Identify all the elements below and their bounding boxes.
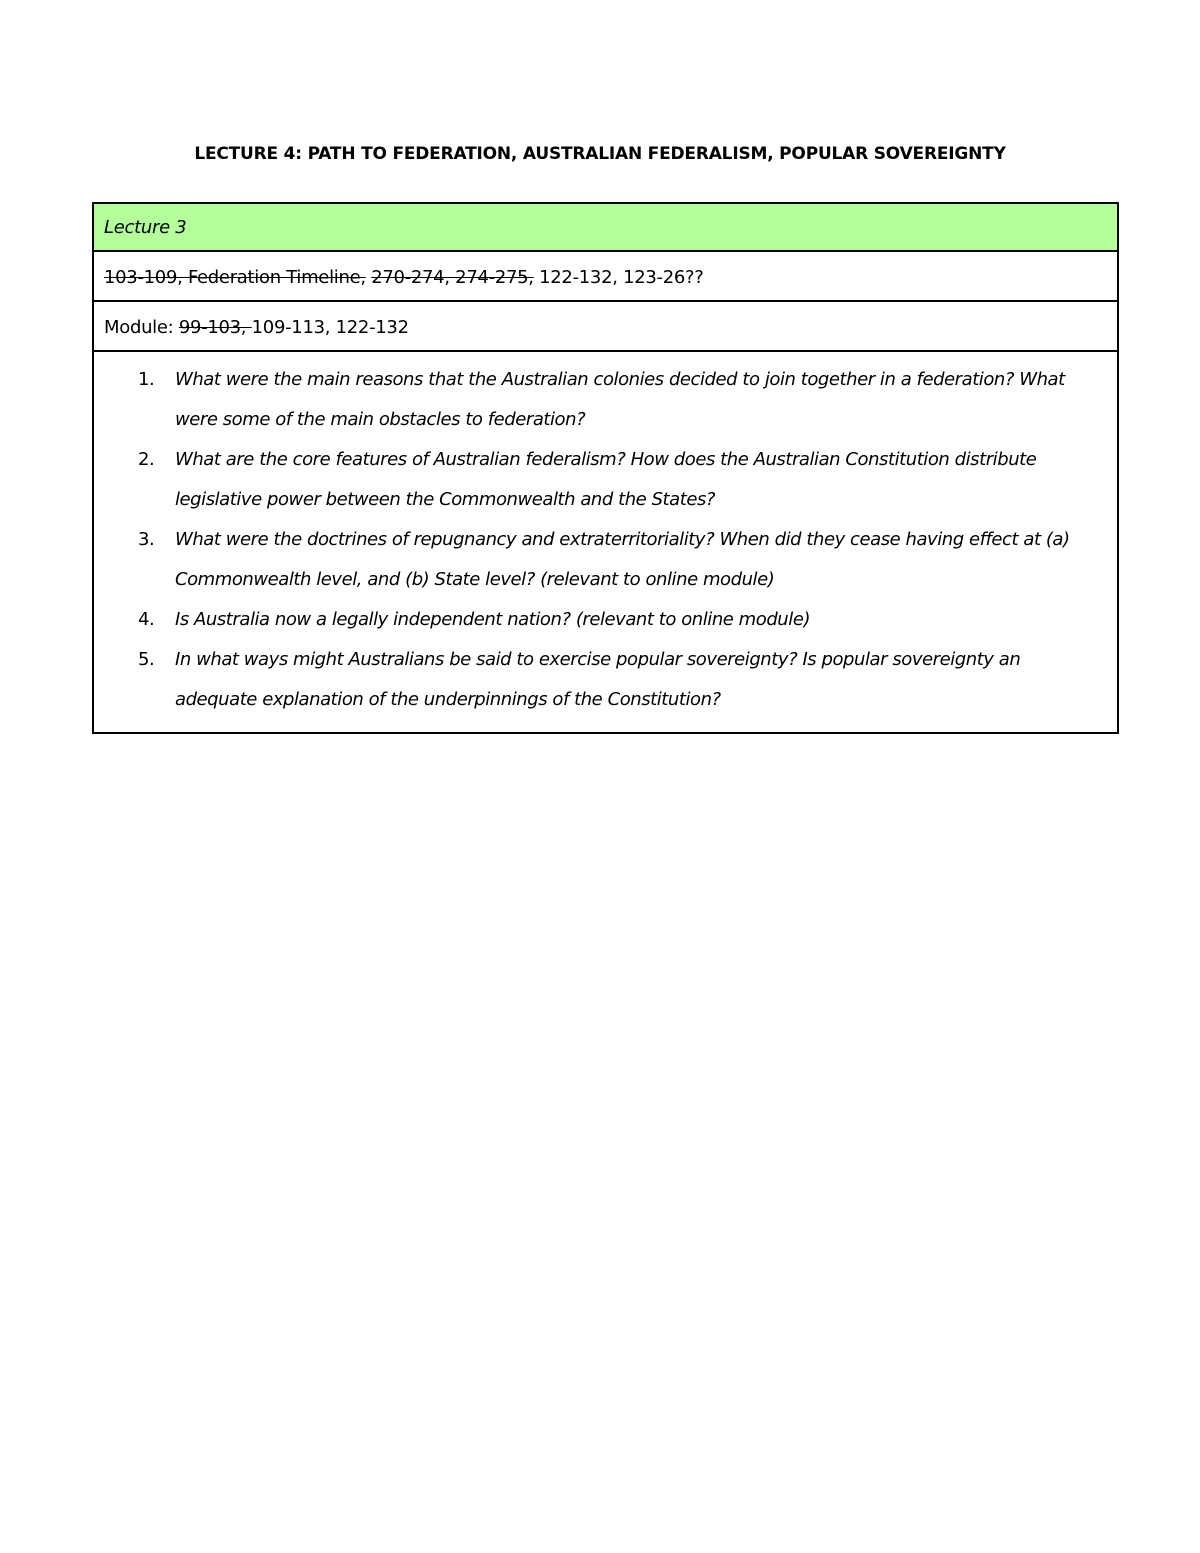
question-text: What are the core features of Australian federalism? How does the Australian Constitution distribute legislative power between the Commonwealth and the States? bbox=[175, 449, 1037, 510]
question-item bbox=[104, 600, 1107, 640]
question-item bbox=[104, 440, 1107, 520]
question-text: Is Australia now a legally independent nation? (relevant to online module) bbox=[175, 609, 811, 630]
readings-struck-2: 270-274, 274-275, bbox=[371, 267, 534, 288]
question-number: 1. bbox=[138, 369, 155, 390]
question-text: What were the doctrines of repugnancy and extraterritoriality? When did they cease having effect at (a) Commonwealth level, and (b) State level? (relevant to online module) bbox=[175, 529, 1070, 590]
question-number: 4. bbox=[138, 609, 155, 630]
page-title: LECTURE 4: PATH TO FEDERATION, AUSTRALIAN FEDERALISM, POPULAR SOVEREIGNTY bbox=[194, 144, 1006, 164]
question-number: 5. bbox=[138, 649, 155, 670]
module-row bbox=[94, 302, 1117, 352]
module-remaining: 109-113, 122-132 bbox=[251, 317, 409, 338]
question-list bbox=[104, 360, 1107, 720]
readings-struck-1: 103-109, Federation Timeline, bbox=[104, 267, 366, 288]
questions-row bbox=[94, 352, 1117, 732]
question-number: 3. bbox=[138, 529, 155, 550]
lecture-header-label: Lecture 3 bbox=[104, 217, 187, 238]
question-item bbox=[104, 360, 1107, 440]
lecture-table bbox=[92, 202, 1119, 734]
question-text: What were the main reasons that the Australian colonies decided to join together in a federation? What were some of the main obstacles to federation? bbox=[175, 369, 1065, 430]
module-label: Module: bbox=[104, 317, 179, 338]
question-number: 2. bbox=[138, 449, 155, 470]
lecture-header-row bbox=[94, 204, 1117, 252]
module-struck: 99-103, bbox=[178, 317, 252, 338]
readings-remaining: 122-132, 123-26?? bbox=[539, 267, 704, 288]
question-item bbox=[104, 520, 1107, 600]
question-item bbox=[104, 640, 1107, 720]
question-text: In what ways might Australians be said to exercise popular sovereignty? Is popular sovereignty an adequate explanation of the underpinnings of the Constitution? bbox=[175, 649, 1021, 710]
readings-row bbox=[94, 252, 1117, 302]
